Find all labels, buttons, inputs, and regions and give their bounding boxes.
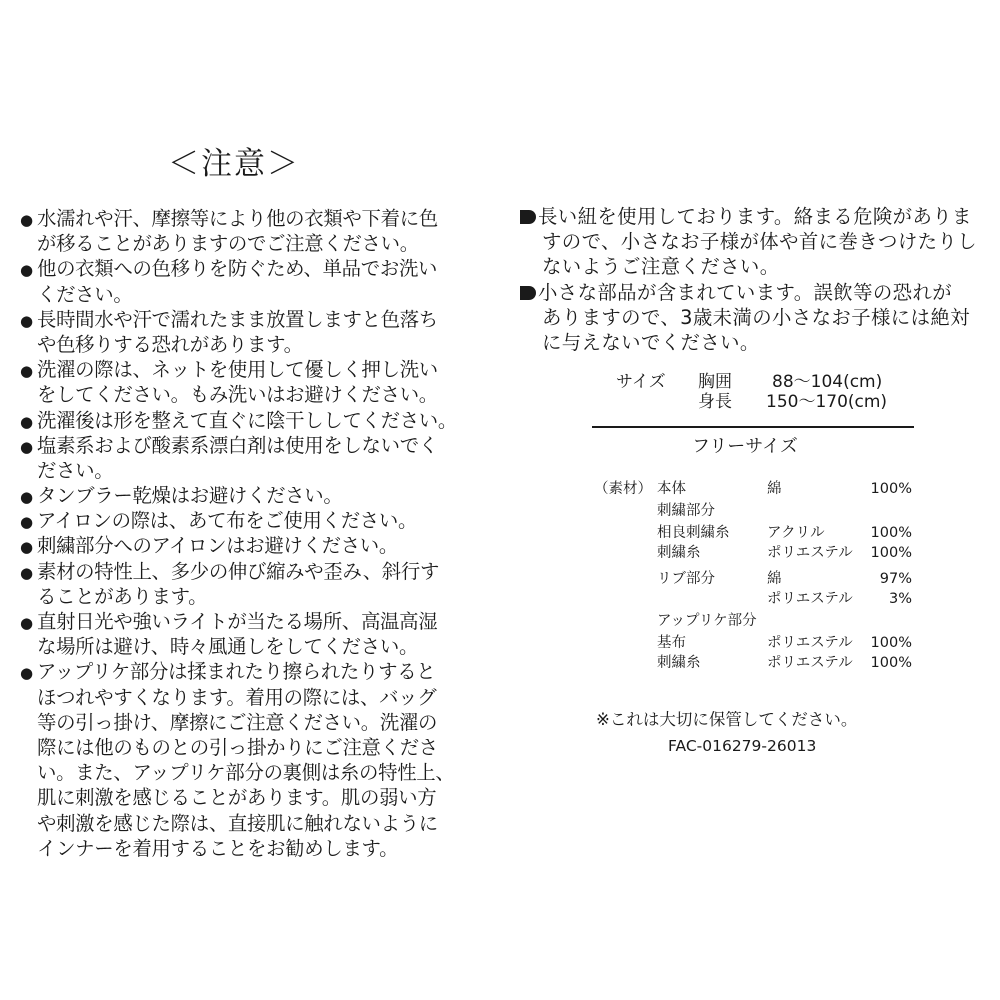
- care-instructions-left: [20, 206, 480, 861]
- caution-line-cont: [20, 231, 480, 256]
- warning-line-cont: [520, 305, 980, 330]
- warning-text: ないようご注意ください。: [542, 255, 780, 279]
- material-name: アクリル: [767, 525, 825, 541]
- caution-text: い。また、アップリケ部分の裏側は糸の特性上、: [37, 761, 455, 785]
- warning-text: 長い紐を使用しております。絡まる危険がありま: [538, 205, 972, 228]
- material-part: 刺繍部分: [657, 503, 715, 519]
- caution-item: [20, 433, 480, 483]
- caution-line-cont: [20, 584, 480, 609]
- material-percent: 100%: [870, 525, 912, 541]
- bullet-icon: ●: [20, 412, 33, 431]
- materials-label: （素材）: [594, 481, 652, 497]
- warning-text: ありますので、3歳未満の小さなお子様には絶対: [542, 305, 970, 329]
- bullet-icon: ●: [20, 513, 33, 532]
- material-name: 綿: [767, 481, 782, 497]
- product-code: FAC-016279-26013: [668, 737, 817, 755]
- caution-text: 等の引っ掛け、摩擦にご注意ください。洗濯の: [37, 710, 438, 734]
- caution-text: ることがあります。: [37, 584, 208, 608]
- caution-line: [20, 559, 480, 584]
- caution-text: 刺繍部分へのアイロンはお避けください。: [37, 534, 398, 558]
- caution-line-cont: [20, 634, 480, 659]
- caution-line: [20, 433, 480, 458]
- caution-text: アップリケ部分は揉まれたり擦られたりすると: [37, 660, 436, 684]
- caution-text: 塩素系および酸素系漂白剤は使用をしないでく: [37, 433, 438, 457]
- material-percent: 100%: [870, 655, 912, 671]
- bullet-icon: [520, 286, 536, 300]
- size-label: サイズ: [616, 372, 666, 392]
- bullet-icon: ●: [20, 488, 33, 507]
- warning-item: [520, 204, 980, 280]
- bullet-icon: ●: [20, 437, 33, 456]
- caution-line-cont: [20, 382, 480, 407]
- caution-line: [20, 307, 480, 332]
- caution-item: [20, 408, 480, 433]
- caution-line: [20, 533, 480, 558]
- material-part: 基布: [657, 635, 686, 651]
- chest-value: 88〜104(cm): [772, 372, 883, 392]
- chest-label: 胸囲: [698, 372, 732, 392]
- material-name: 綿: [767, 571, 782, 587]
- care-instructions-right: [520, 204, 980, 355]
- caution-text: 長時間水や汗で濡れたまま放置しますと色落ち: [37, 307, 438, 331]
- material-part: 本体: [657, 481, 686, 497]
- material-name: ポリエステル: [767, 655, 853, 671]
- caution-line-cont: [20, 458, 480, 483]
- caution-item: [20, 206, 480, 256]
- caution-line: [20, 508, 480, 533]
- caution-line-cont: [20, 332, 480, 357]
- caution-item: [20, 659, 480, 861]
- warning-line: [520, 204, 980, 229]
- caution-text: ださい。: [37, 458, 114, 482]
- caution-line-cont: [20, 760, 480, 785]
- caution-line: [20, 357, 480, 382]
- free-size-label: フリーサイズ: [692, 436, 798, 457]
- caution-item: [20, 533, 480, 558]
- size-divider: [592, 426, 914, 428]
- material-part: 刺繍糸: [657, 545, 701, 561]
- caution-line-cont: [20, 811, 480, 836]
- material-name: ポリエステル: [767, 545, 853, 561]
- warning-line-cont: [520, 330, 980, 355]
- bullet-icon: ●: [20, 563, 33, 582]
- material-part: 相良刺繍糸: [657, 525, 730, 541]
- caution-text: 素材の特性上、多少の伸び縮みや歪み、斜行す: [37, 559, 440, 583]
- caution-text: タンブラー乾燥はお避けください。: [37, 484, 343, 508]
- warning-line: [520, 280, 980, 305]
- caution-item: [20, 559, 480, 609]
- warning-text: 小さな部品が含まれています。誤飲等の恐れが: [538, 280, 953, 304]
- caution-item: [20, 307, 480, 357]
- caution-text: 他の衣類への色移りを防ぐため、単品でお洗い: [37, 257, 438, 281]
- caution-item: [20, 256, 480, 306]
- material-part: 刺繍糸: [657, 655, 701, 671]
- caution-text: インナーを着用することをお勧めします。: [37, 836, 399, 860]
- material-part: リブ部分: [657, 571, 715, 587]
- bullet-icon: ●: [20, 664, 33, 683]
- caution-line-cont: [20, 735, 480, 760]
- caution-item: [20, 609, 480, 659]
- bullet-icon: ●: [20, 311, 33, 330]
- warning-line-cont: [520, 229, 980, 254]
- material-percent: 3%: [888, 591, 912, 607]
- warning-text: すので、小さなお子様が体や首に巻きつけたりし: [542, 230, 978, 254]
- caution-line-cont: [20, 785, 480, 810]
- caution-text: や刺激を感じた際は、直接肌に触れないように: [37, 811, 438, 835]
- caution-text: ほつれやすくなります。着用の際には、バッグ: [37, 685, 437, 709]
- keep-notice: ※これは大切に保管してください。: [596, 710, 858, 729]
- caution-line-cont: [20, 710, 480, 735]
- caution-line: [20, 609, 480, 634]
- material-part: アップリケ部分: [657, 613, 757, 629]
- caution-item: [20, 483, 480, 508]
- material-name: ポリエステル: [767, 635, 853, 651]
- height-value: 150〜170(cm): [766, 392, 888, 412]
- material-percent: 100%: [870, 545, 912, 561]
- caution-text: ください。: [37, 282, 133, 306]
- material-percent: 100%: [870, 481, 912, 497]
- caution-line: [20, 256, 480, 281]
- bullet-icon: ●: [20, 538, 33, 557]
- caution-text: が移ることがありますのでご注意ください。: [37, 232, 419, 256]
- material-percent: 97%: [879, 571, 912, 587]
- page-title: ＜注意＞: [168, 146, 300, 182]
- warning-line-cont: [520, 254, 980, 279]
- material-percent: 100%: [870, 635, 912, 651]
- caution-text: な場所は避け、時々風通しをしてください。: [37, 635, 419, 659]
- caution-item: [20, 357, 480, 407]
- bullet-icon: ●: [20, 261, 33, 280]
- caution-text: 洗濯の際は、ネットを使用して優しく押し洗い: [37, 358, 438, 382]
- bullet-icon: ●: [20, 614, 33, 632]
- bullet-icon: [520, 210, 536, 224]
- caution-text: 水濡れや汗、摩擦等により他の衣類や下着に色: [37, 207, 438, 230]
- caution-line-cont: [20, 282, 480, 307]
- caution-text: 肌に刺激を感じることがあります。肌の弱い方: [37, 786, 437, 810]
- material-name: ポリエステル: [767, 591, 853, 607]
- caution-line: [20, 659, 480, 684]
- caution-line: [20, 483, 480, 508]
- caution-text: や色移りする恐れがあります。: [37, 332, 303, 356]
- caution-text: 際には他のものとの引っ掛かりにご注意くださ: [37, 735, 438, 759]
- caution-line: [20, 206, 480, 231]
- caution-line-cont: [20, 836, 480, 861]
- height-label: 身長: [698, 392, 732, 412]
- warning-item: [520, 280, 980, 356]
- caution-text: 洗濯後は形を整えて直ぐに陰干ししてください。: [37, 408, 457, 432]
- caution-item: [20, 508, 480, 533]
- caution-line: [20, 408, 480, 433]
- caution-text: をしてください。もみ洗いはお避けください。: [37, 383, 438, 407]
- warning-text: に与えないでください。: [542, 330, 760, 354]
- bullet-icon: ●: [20, 362, 33, 381]
- caution-line-cont: [20, 685, 480, 710]
- caution-text: 直射日光や強いライトが当たる場所、高温高湿: [37, 610, 438, 633]
- caution-text: アイロンの際は、あて布をご使用ください。: [37, 509, 418, 533]
- bullet-icon: ●: [20, 211, 33, 229]
